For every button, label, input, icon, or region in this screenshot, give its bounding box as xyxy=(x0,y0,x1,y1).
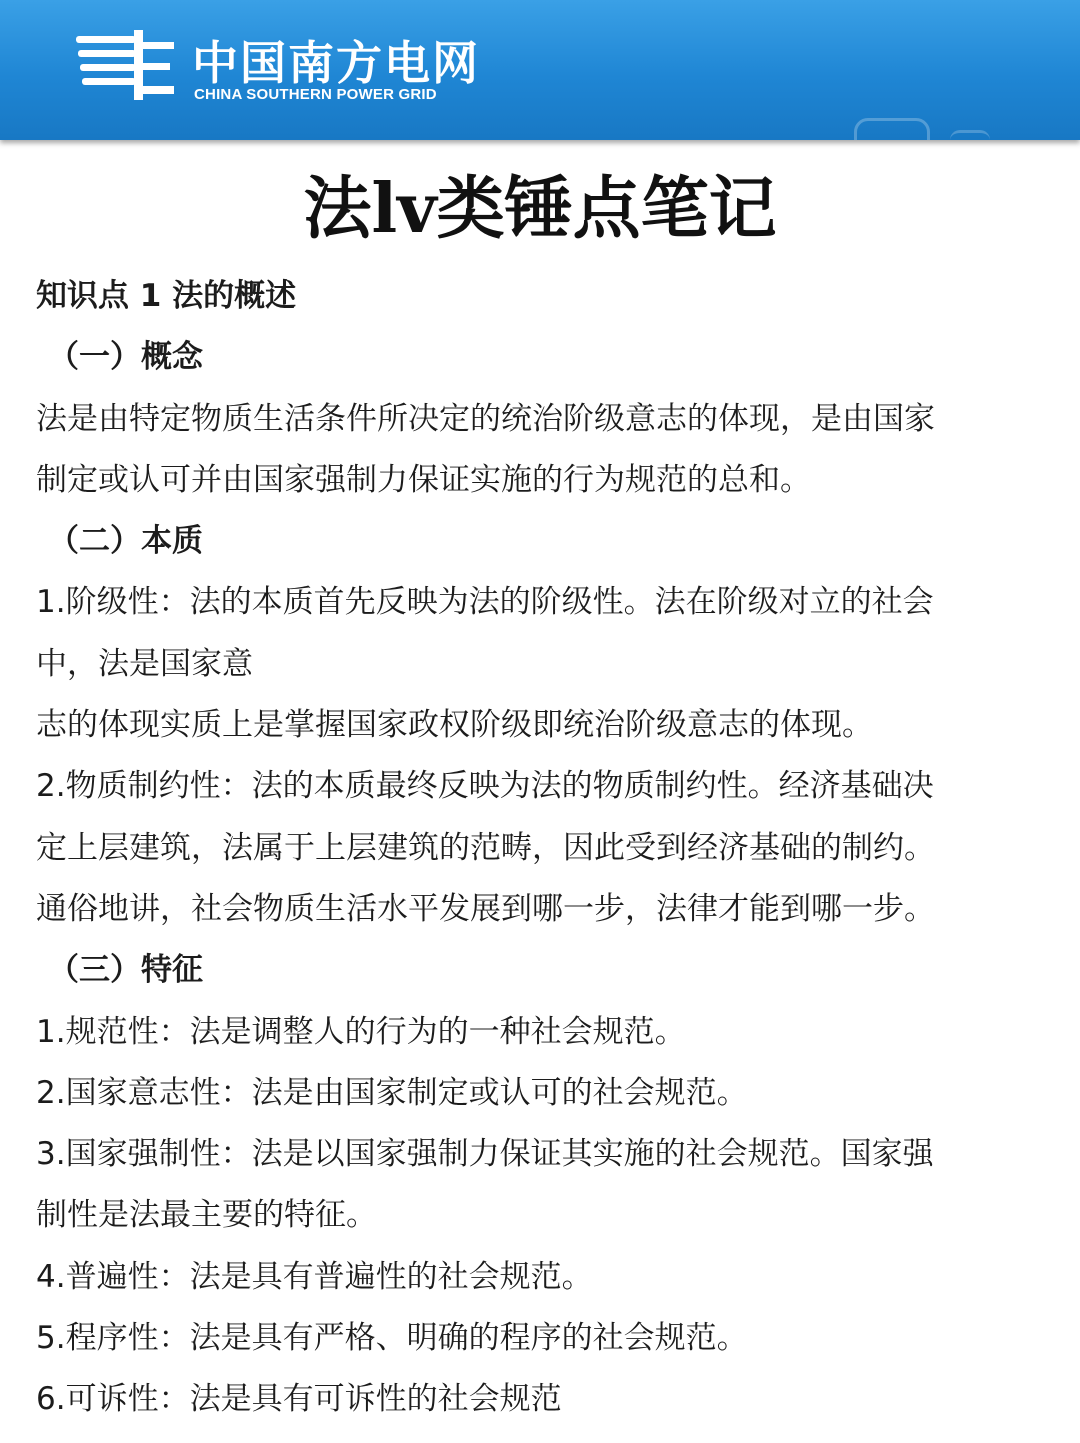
body-text-line: 制性是法最主要的特征。 xyxy=(36,1197,377,1234)
header-banner xyxy=(0,0,1080,140)
subsection-heading: （一）概念 xyxy=(48,339,203,376)
banner-decoration xyxy=(950,130,990,140)
subsection-heading: （二）本质 xyxy=(48,523,203,560)
body-text-line: 1.规范性：法是调整人的行为的一种社会规范。 xyxy=(36,1013,686,1050)
section-heading: 知识点 1 法的概述 xyxy=(36,278,297,314)
logo-english-name: CHINA SOUTHERN POWER GRID xyxy=(194,86,437,103)
subsection-heading: （三）特征 xyxy=(48,952,203,989)
body-text-line: 2.国家意志性：法是由国家制定或认可的社会规范。 xyxy=(36,1074,748,1111)
body-text-line: 志的体现实质上是掌握国家政权阶级即统治阶级意志的体现。 xyxy=(36,707,873,744)
body-text-line: 通俗地讲，社会物质生活水平发展到哪一步，法律才能到哪一步。 xyxy=(36,890,935,927)
body-text-line: 中，法是国家意 xyxy=(36,645,253,682)
page-title: 法lv类锤点笔记 xyxy=(303,169,777,249)
body-text-line: 5.程序性：法是具有严格、明确的程序的社会规范。 xyxy=(36,1320,748,1357)
body-text-line: 1.阶级性：法的本质首先反映为法的阶级性。法在阶级对立的社会 xyxy=(36,584,934,621)
banner-decoration xyxy=(854,118,930,140)
body-text-line: 3.国家强制性：法是以国家强制力保证其实施的社会规范。国家强 xyxy=(36,1136,934,1173)
notes-content xyxy=(36,266,1046,1431)
power-grid-logo-icon xyxy=(76,30,176,102)
body-text-line: 定上层建筑，法属于上层建筑的范畴，因此受到经济基础的制约。 xyxy=(36,829,935,866)
body-text-line: 制定或认可并由国家强制力保证实施的行为规范的总和。 xyxy=(36,461,811,498)
body-text-line: 2.物质制约性：法的本质最终反映为法的物质制约性。经济基础决 xyxy=(36,768,934,805)
body-text-line: 4.普遍性：法是具有普遍性的社会规范。 xyxy=(36,1258,593,1295)
body-text-line: 6.可诉性：法是具有可诉性的社会规范 xyxy=(36,1381,562,1418)
logo-chinese-name: 中国南方电网 xyxy=(192,36,480,90)
body-text-line: 法是由特定物质生活条件所决定的统治阶级意志的体现，是由国家 xyxy=(36,400,935,437)
